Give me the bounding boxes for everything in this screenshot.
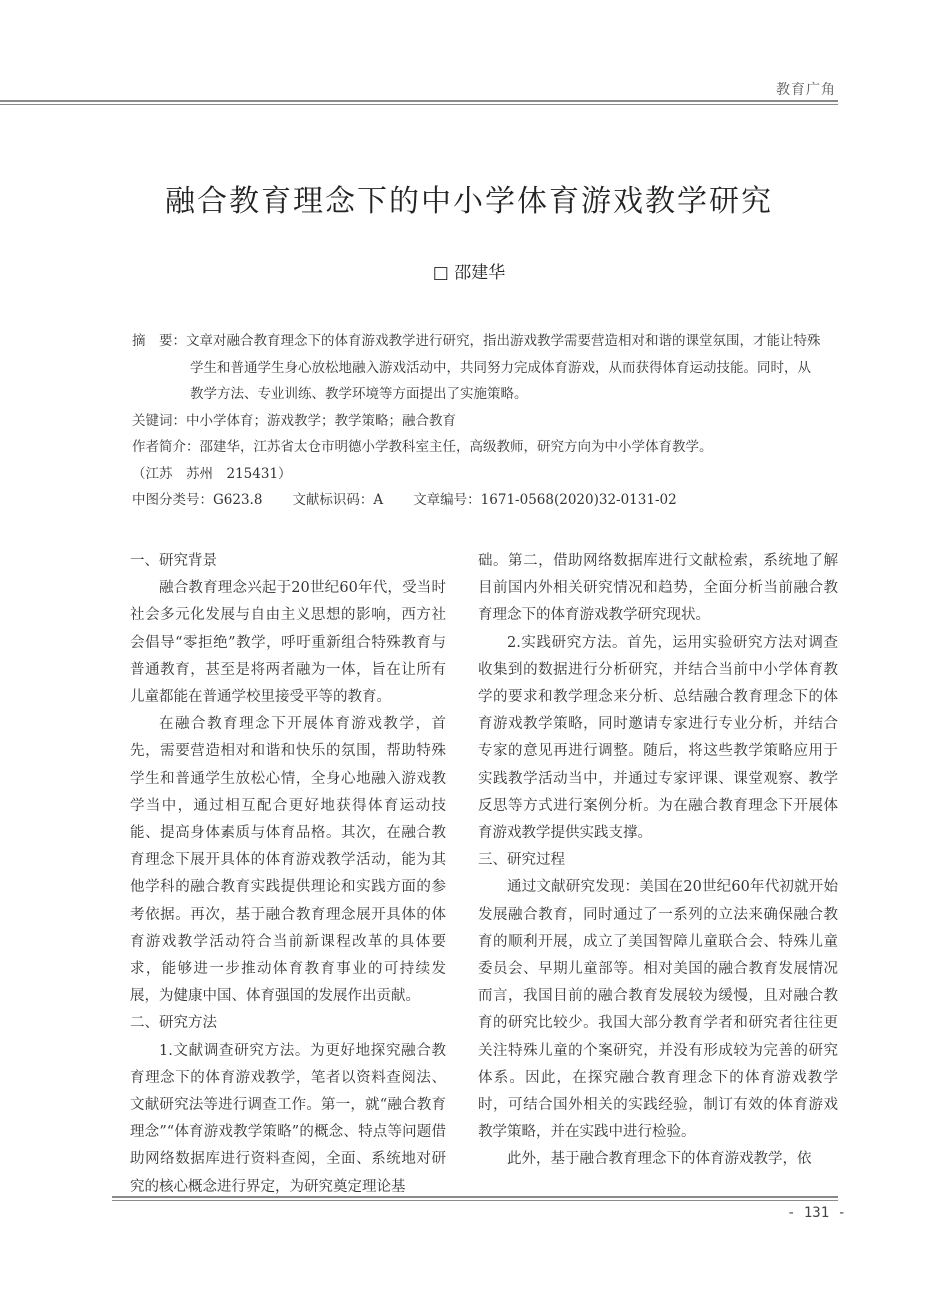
paragraph: 础。第二，借助网络数据库进行文献检索，系统地了解目前国内外相关研究情况和趋势，全面分析当前融合教育理念下的体育游戏教学研究现状。 — [478, 553, 838, 624]
section-header-label: 教育广角 — [776, 82, 836, 98]
bottom-rule — [112, 1196, 838, 1198]
section-heading: 二、研究方法 — [130, 1015, 217, 1032]
article-author: □ 邵建华 — [432, 263, 506, 283]
clc-number: 中图分类号：G623.8 — [132, 492, 263, 508]
bottom-rule-thin — [112, 1200, 838, 1201]
left-column — [130, 548, 446, 1201]
page-number: - 131 - — [786, 1205, 846, 1221]
article-title: 融合教育理念下的中小学体育游戏教学研究 — [165, 184, 773, 219]
paragraph: 融合教育理念兴起于20世纪60年代，受当时社会多元化发展与自由主义思想的影响，西方社会倡导“零拒绝”教学，呼吁重新组合特殊教育与普通教育，甚至是将两者融为一体，旨在让所有儿童都能在普通学校里接受平等的教育。 — [130, 580, 446, 706]
top-rule — [0, 100, 838, 102]
author-address: （江苏 苏州 215431） — [132, 465, 292, 482]
author-intro: 作者简介：邵建华，江苏省太仓市明德小学教科室主任，高级教师，研究方向为中小学体育教学。 — [132, 439, 713, 455]
abstract: 摘 要：文章对融合教育理念下的体育游戏教学进行研究，指出游戏教学需要营造相对和谐的课堂氛围，才能让特殊学生和普通学生身心放松地融入游戏活动中，共同努力完成体育游戏，从而获得体育运动技能。同时，从教学方法、专业训练、教学环境等方面提出了实施策略。 — [132, 333, 821, 402]
section-heading: 三、研究过程 — [478, 852, 565, 869]
keywords: 关键词：中小学体育；游戏教学；教学策略；融合教育 — [132, 412, 456, 429]
paragraph: 通过文献研究发现：美国在20世纪60年代初就开始发展融合教育，同时通过了一系列的立法来确保融合教育的顺利开展，成立了美国智障儿童联合会、特殊儿童委员会、早期儿童部等。相对美国的融合教育发展情况而言，我国目前的融合教育发展较为缓慢，且对融合教育的研究比较少。我国大部分教育学者和研究者往往更关注特殊儿童的个案研究，并没有形成较为完善的研究体系。因此，在探究融合教育理念下的体育游戏教学时，可结合国外相关的实践经验，制订有效的体育游戏教学策略，并在实践中进行检验。 — [478, 879, 838, 1141]
paragraph: 1.文献调查研究方法。为更好地探究融合教育理念下的体育游戏教学，笔者以资料查阅法、文献研究法等进行调查工作。第一，就“融合教育理念”“体育游戏教学策略”的概念、特点等问题借助网络数据库进行资料查阅，全面、系统地对研究的核心概念进行界定，为研究奠定理论基 — [130, 1042, 446, 1195]
article-number: 文章编号：1671-0568(2020)32-0131-02 — [413, 492, 677, 508]
paragraph: 在融合教育理念下开展体育游戏教学，首先，需要营造相对和谐和快乐的氛围，帮助特殊学生和普通学生放松心情，全身心地融入游戏教学当中，通过相互配合更好地获得体育运动技能、提高身体素质与体育品格。其次，在融合教育理念下展开具体的体育游戏教学活动，能为其他学科的融合教育实践提供理论和实践方面的参考依据。再次，基于融合教育理念展开具体的体育游戏教学活动符合当前新课程改革的具体要求，能够进一步推动体育教育事业的可持续发展，为健康中国、体育强国的发展作出贡献。 — [130, 716, 446, 1005]
section-heading: 一、研究背景 — [130, 553, 217, 569]
right-column — [478, 548, 838, 1174]
document-code: 文献标识码：A — [292, 492, 384, 508]
classification-line — [132, 487, 822, 514]
top-rule-thin — [0, 104, 838, 105]
paragraph: 2.实践研究方法。首先，运用实验研究方法对调查收集到的数据进行分析研究，并结合当前中小学体育教学的要求和教学理念来分析、总结融合教育理念下的体育游戏教学策略，同时邀请专家进行专业分析，并结合专家的意见再进行调整。随后，将这些教学策略应用于实践教学活动当中，并通过专家评课、课堂观察、教学反思等方式进行案例分析。为在融合教育理念下开展体育游戏教学提供实践支撑。 — [478, 634, 838, 842]
article-meta — [132, 328, 822, 514]
paragraph: 此外，基于融合教育理念下的体育游戏教学，依 — [507, 1151, 812, 1168]
